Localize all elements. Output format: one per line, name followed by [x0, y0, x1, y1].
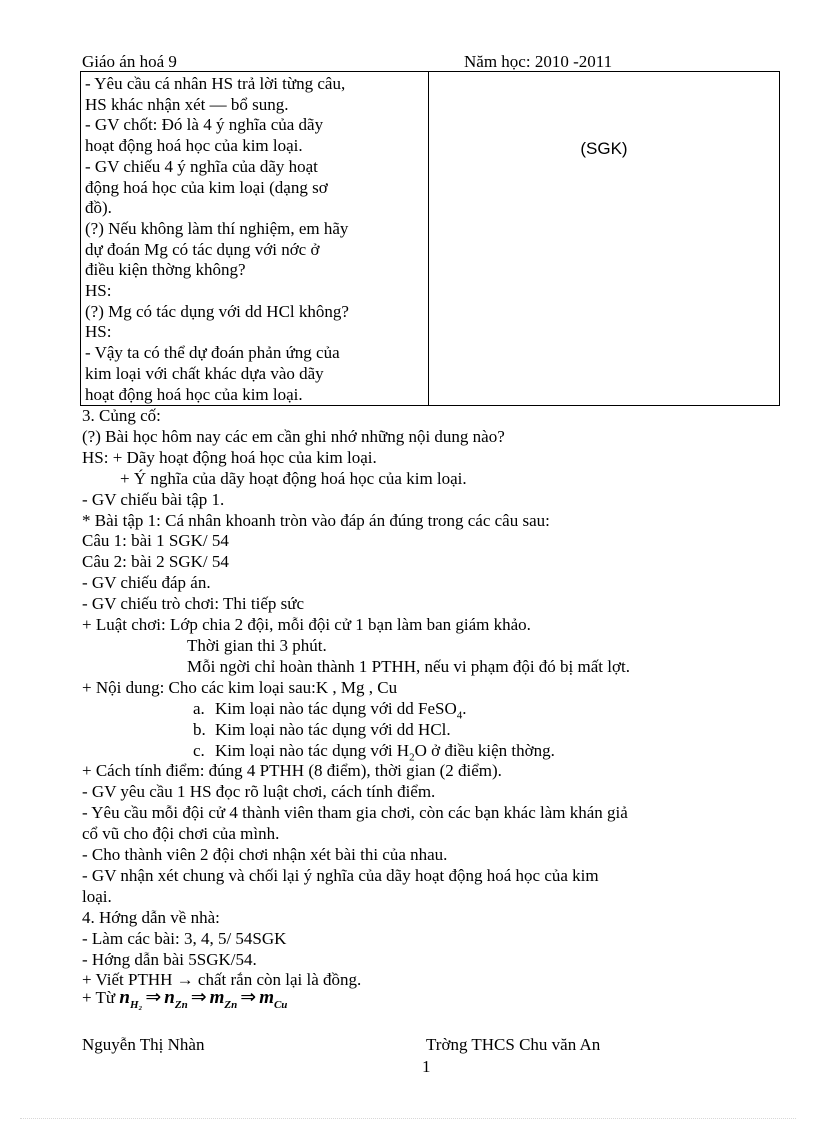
term-symbol: m: [209, 987, 225, 1008]
body-line: - GV chiếu đáp án.: [82, 573, 211, 593]
lesson-body: [82, 406, 782, 991]
teacher-activity-line: hoạt động hoá học của kim loại.: [85, 384, 303, 404]
term-subscript: Cu: [273, 998, 288, 1011]
body-line: cổ vũ cho đội chơi của mình.: [82, 824, 280, 844]
teacher-activity-line: - GV chiếu 4 ý nghĩa của dãy hoạt: [85, 156, 318, 176]
homework-line: - Hớng dẫn bài 5SGK/54.: [82, 949, 257, 969]
lesson-table: [80, 71, 780, 406]
game-rule-line: + Luật chơi: Lớp chia 2 đội, mỗi đội cử 1 bạn làm ban giám khảo.: [82, 615, 531, 635]
term-symbol: m: [259, 987, 274, 1008]
implies-arrow: ⇒: [190, 986, 207, 1008]
body-line: loại.: [82, 886, 112, 906]
homework-line: + Viết PTHH → chất rắn còn lại là đồng.: [82, 970, 362, 990]
content-cell: [429, 72, 780, 406]
teacher-activity-line: (?) Nếu không làm thí nghiệm, em hãy: [85, 218, 349, 238]
subscript: 4: [456, 709, 463, 722]
teacher-activity-line: HS khác nhận xét — bổ sung.: [85, 94, 289, 114]
body-line: - Yêu cầu mỗi đội cử 4 thành viên tham gia chơi, còn các bạn khác làm khán giả: [82, 803, 628, 823]
footer-author: Nguyễn Thị Nhàn: [82, 1035, 205, 1054]
teacher-activity-line: hoạt động hoá học của kim loại.: [85, 136, 303, 156]
exercise-heading: * Bài tập 1: Cá nhân khoanh tròn vào đáp án đúng trong các câu sau:: [82, 510, 550, 530]
item-text-end: .: [462, 698, 467, 718]
answer-line: + Ý nghĩa của dãy hoạt động hoá học của kim loại.: [120, 468, 467, 488]
subscript: 2: [409, 750, 415, 763]
body-line: - GV nhận xét chung và chối lại ý nghĩa của dãy hoạt động hoá học của kim: [82, 865, 599, 885]
item-text: Kim loại nào tác dụng với dd HCl.: [215, 719, 451, 739]
answer-line: HS: + Dãy hoạt động hoá học của kim loại.: [82, 447, 377, 467]
teacher-activity-text: [81, 72, 428, 405]
game-content-item: [82, 699, 782, 720]
teacher-activity-cell: [81, 72, 429, 406]
item-marker: a.: [193, 698, 205, 718]
exercise-item: Câu 1: bài 1 SGK/ 54: [82, 531, 229, 551]
term-symbol: n: [119, 987, 130, 1008]
body-line: - GV chiếu trò chơi: Thi tiếp sức: [82, 594, 305, 614]
exercise-item: Câu 2: bài 2 SGK/ 54: [82, 552, 229, 572]
header-subject: Giáo án hoá 9: [82, 52, 177, 71]
term-subscript: H₂: [129, 998, 143, 1011]
page-bottom-rule: [20, 1118, 796, 1119]
teacher-activity-line: - Vậy ta có thể dự đoán phản ứng của: [85, 343, 340, 363]
implies-arrow: ⇒: [145, 986, 162, 1008]
question-line: (?) Bài học hôm nay các em cần ghi nhớ những nội dung nào?: [82, 426, 505, 446]
teacher-activity-line: - GV chốt: Đó là 4 ý nghĩa của dãy: [85, 115, 324, 135]
game-content-item: [82, 741, 782, 762]
teacher-activity-line: điều kiện thờng không?: [85, 260, 246, 280]
section-heading-consolidation: 3. Củng cố:: [82, 406, 161, 425]
formula-line: [82, 986, 287, 1010]
game-content-item: [82, 720, 782, 741]
teacher-activity-line: kim loại với chất khác dựa vào dãy: [85, 363, 324, 383]
teacher-activity-line: động hoá học của kim loại (dạng sơ: [85, 177, 328, 197]
item-marker: c.: [193, 740, 205, 760]
game-rule-line: Mỗi ngời chỉ hoàn thành 1 PTHH, nếu vi phạm đội đó bị mất lợt.: [187, 656, 630, 676]
item-text: Kim loại nào tác dụng với H: [215, 740, 410, 760]
formula-prefix: + Từ: [82, 988, 116, 1007]
formula-term: [259, 987, 288, 1011]
term-subscript: Zn: [224, 998, 238, 1011]
teacher-activity-line: - Yêu cầu cá nhân HS trả lời từng câu,: [85, 74, 346, 93]
teacher-activity-line: dự đoán Mg có tác dụng với nớc ở: [85, 239, 320, 259]
page-number: 1: [422, 1057, 431, 1076]
game-content-line: + Nội dung: Cho các kim loại sau:K , Mg , Cu: [82, 677, 398, 697]
implies-arrow: ⇒: [240, 986, 257, 1008]
formula-term: [164, 987, 188, 1011]
section-heading-homework: 4. Hớng dẫn về nhà:: [82, 907, 220, 927]
formula-equation: [119, 986, 288, 1011]
item-text: Kim loại nào tác dụng với dd FeSO: [215, 698, 457, 718]
item-marker: b.: [193, 719, 206, 739]
header-school-year: Năm học: 2010 -2011: [464, 52, 613, 71]
body-line: - GV chiếu bài tập 1.: [82, 489, 225, 509]
term-subscript: Zn: [174, 998, 188, 1011]
body-line: - Cho thành viên 2 đội chơi nhận xét bài thi của nhau.: [82, 845, 448, 865]
formula-term: [209, 987, 238, 1011]
footer-school: Trờng THCS Chu văn An: [426, 1035, 601, 1054]
homework-line: - Làm các bài: 3, 4, 5/ 54SGK: [82, 928, 287, 948]
item-text-end: O ở điều kiện thờng.: [414, 740, 555, 760]
teacher-activity-line: HS:: [85, 281, 112, 301]
game-rule-line: Thời gian thi 3 phút.: [187, 635, 327, 655]
teacher-activity-line: HS:: [85, 322, 112, 342]
term-symbol: n: [164, 987, 175, 1008]
formula-term: [119, 987, 143, 1011]
teacher-activity-line: đồ).: [85, 198, 112, 218]
content-sgk-ref: (SGK): [580, 139, 628, 158]
scoring-line: + Cách tính điểm: đúng 4 PTHH (8 điểm), thời gian (2 điểm).: [82, 761, 502, 781]
teacher-activity-line: (?) Mg có tác dụng với dd HCl không?: [85, 301, 349, 321]
page-header: [82, 52, 780, 72]
body-line: - GV yêu cầu 1 HS đọc rõ luật chơi, cách tính điểm.: [82, 782, 436, 802]
